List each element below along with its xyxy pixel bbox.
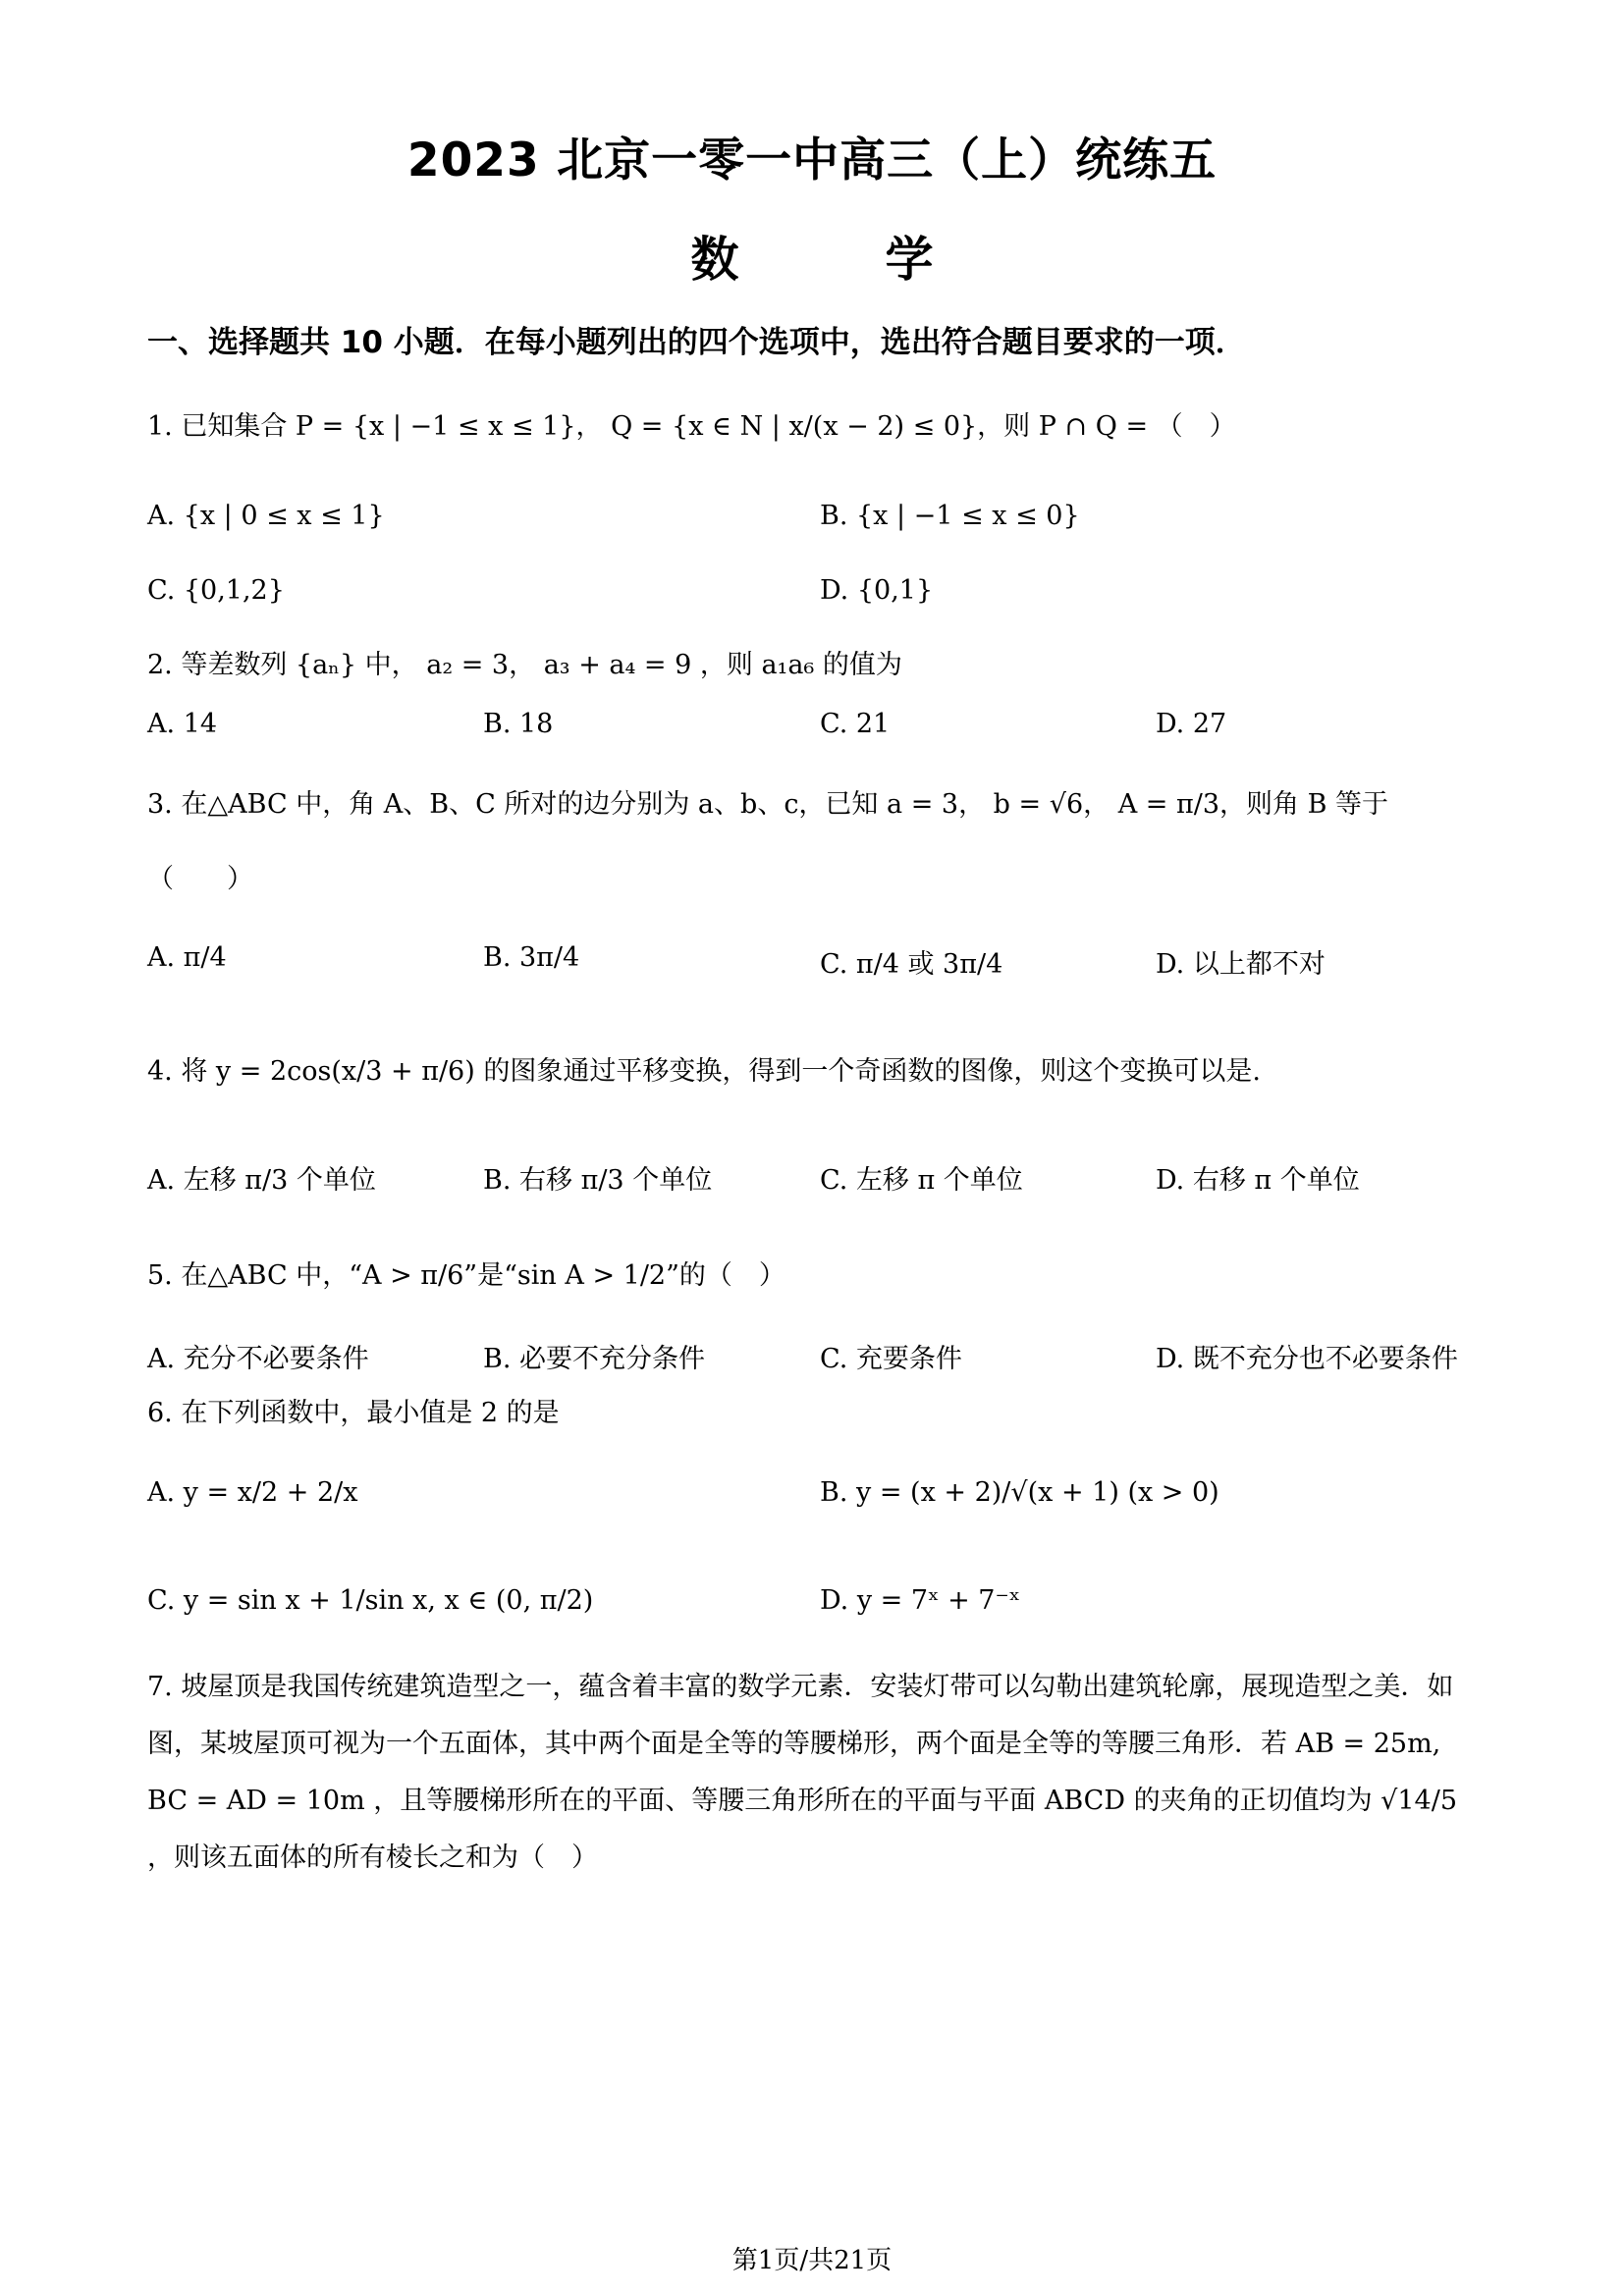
section-heading: 一、选择题共 10 小题．在每小题列出的四个选项中，选出符合题目要求的一项． (147, 325, 1246, 360)
question-4-stem: 4. 将 y = 2cos(x/3 + π/6) 的图象通过平移变换，得到一个奇函数的图像，则这个变换可以是. (147, 1056, 1261, 1087)
question-1-stem: 1. 已知集合 P = {x | −1 ≤ x ≤ 1}， Q = {x ∈ N | x/(x − 2) ≤ 0}，则 P ∩ Q = （ ） (147, 411, 1236, 442)
question-2-option-c: C. 21 (820, 709, 891, 739)
exam-title: 2023 北京一零一中高三（上）统练五 (406, 133, 1218, 187)
question-3-option-a: A. π/4 (147, 942, 227, 973)
question-4-option-b: B. 右移 π/3 个单位 (483, 1165, 713, 1196)
question-5-option-c: C. 充要条件 (820, 1344, 962, 1374)
question-6-option-c: C. y = sin x + 1/sin x, x ∈ (0, π/2) (147, 1585, 594, 1616)
question-6-option-b: B. y = (x + 2)/√(x + 1) (x > 0) (820, 1477, 1219, 1508)
question-5-option-d: D. 既不充分也不必要条件 (1156, 1344, 1458, 1374)
question-6-stem: 6. 在下列函数中，最小值是 2 的是 (147, 1398, 560, 1428)
question-6-option-d: D. y = 7ˣ + 7⁻ˣ (820, 1585, 1021, 1616)
question-1-option-c: C. {0,1,2} (147, 575, 285, 606)
question-5-option-b: B. 必要不充分条件 (483, 1344, 706, 1374)
question-5-option-a: A. 充分不必要条件 (147, 1344, 369, 1374)
question-3-option-b: B. 3π/4 (483, 942, 580, 973)
question-1-option-b: B. {x | −1 ≤ x ≤ 0} (820, 501, 1080, 531)
question-5-stem: 5. 在△ABC 中，“A > π/6”是“sin A > 1/2”的（ ） (147, 1260, 785, 1291)
question-3-stem-continued: （ ） (147, 864, 253, 894)
page-footer: 第1页/共21页 (731, 2246, 893, 2275)
question-4-option-d: D. 右移 π 个单位 (1156, 1165, 1360, 1196)
question-7-stem: 7. 坡屋顶是我国传统建筑造型之一，蕴含着丰富的数学元素．安装灯带可以勾勒出建筑轮廓，展现造型之美．如图，某坡屋顶可视为一个五面体，其中两个面是全等的等腰梯形，两个面是全等的等腰三角形．若 AB = 25m, BC = AD = 10m ，且等腰梯形所在的平面、等腰三角形所在的平面与平面 ABCD 的夹角的正切值均为 √14/5 ，则该五面体的所有棱长之和为（ ） (147, 1672, 1457, 1873)
question-1-option-d: D. {0,1} (820, 575, 934, 606)
question-3-option-c: C. π/4 或 3π/4 (820, 949, 1003, 980)
question-3-stem: 3. 在△ABC 中，角 A、B、C 所对的边分别为 a、b、c，已知 a = 3， b = √6， A = π/3，则角 B 等于 (147, 789, 1389, 820)
question-6-option-a: A. y = x/2 + 2/x (147, 1477, 358, 1508)
question-4-option-a: A. 左移 π/3 个单位 (147, 1165, 376, 1196)
question-2-option-d: D. 27 (1156, 709, 1227, 739)
question-3-option-d: D. 以上都不对 (1156, 949, 1326, 980)
question-2-option-b: B. 18 (483, 709, 554, 739)
question-2-option-a: A. 14 (147, 709, 218, 739)
subject-title: 数 学 (690, 232, 983, 288)
question-1-option-a: A. {x | 0 ≤ x ≤ 1} (147, 501, 385, 531)
question-4-option-c: C. 左移 π 个单位 (820, 1165, 1023, 1196)
question-2-stem: 2. 等差数列 {aₙ} 中， a₂ = 3， a₃ + a₄ = 9 ，则 a₁a₆ 的值为 (147, 650, 902, 680)
